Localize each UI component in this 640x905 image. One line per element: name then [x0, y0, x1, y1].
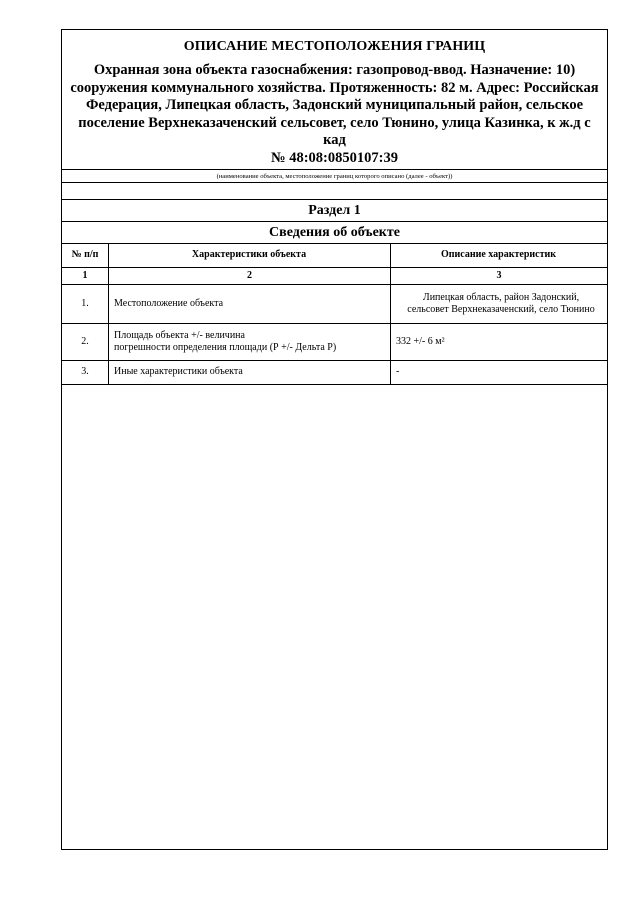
characteristic-line: погрешности определения площади (Р +/- Дельта Р) — [114, 342, 337, 353]
row-characteristic — [109, 285, 391, 324]
row-number: 3. — [62, 361, 109, 385]
table-row — [62, 324, 607, 361]
column-header-number: № п/п — [62, 244, 109, 268]
object-name-line: сооружения коммунального хозяйства. Протяженность: 82 м. Адрес: Российская — [70, 79, 599, 96]
row-description — [391, 324, 608, 361]
characteristic-line: Иные характеристики объекта — [114, 366, 243, 378]
description-line: - — [396, 366, 400, 378]
object-name-line: № 48:08:0850107:39 — [271, 149, 398, 166]
table-header-row — [62, 244, 607, 268]
object-name-line: Охранная зона объекта газоснабжения: газопровод-ввод. Назначение: 10) — [93, 62, 576, 78]
row-characteristic — [109, 324, 391, 361]
row-characteristic — [109, 361, 391, 385]
description-line: 332 +/- 6 м² — [396, 335, 445, 347]
document-frame — [61, 29, 608, 850]
table-row — [62, 285, 607, 324]
row-number: 1. — [62, 285, 109, 324]
document-title: ОПИСАНИЕ МЕСТОПОЛОЖЕНИЯ ГРАНИЦ — [183, 39, 486, 54]
description-line: Липецкая область, район Задонский, — [422, 291, 580, 303]
characteristic-line: Местоположение объекта — [114, 297, 224, 309]
column-number: 2 — [109, 268, 391, 285]
document-header — [62, 30, 607, 170]
object-caption: (наименование объекта, местоположение границ которого описано (далее - объект)) — [62, 170, 607, 183]
row-description — [391, 361, 608, 385]
section-label: Раздел 1 — [62, 200, 607, 222]
characteristic-line: Площадь объекта +/- величина — [114, 329, 245, 341]
column-number-row — [62, 268, 607, 285]
column-header-characteristic: Характеристики объекта — [109, 244, 391, 268]
section-title: Сведения об объекте — [62, 222, 607, 244]
object-info-table — [62, 244, 607, 385]
column-header-description: Описание характеристик — [391, 244, 608, 268]
column-number: 1 — [62, 268, 109, 285]
description-line: сельсовет Верхнеказаченский, село Тюнино — [407, 304, 595, 315]
object-name-line: Федерация, Липецкая область, Задонский муниципальный район, сельское — [85, 97, 584, 113]
row-number: 2. — [62, 324, 109, 361]
row-description — [391, 285, 608, 324]
object-name-line: поселение Верхнеказаченский сельсовет, село Тюнино, улица Казинка, к ж.д с кад — [78, 114, 591, 148]
column-number: 3 — [391, 268, 608, 285]
blank-row — [62, 183, 607, 200]
object-name — [68, 62, 601, 167]
table-row — [62, 361, 607, 385]
